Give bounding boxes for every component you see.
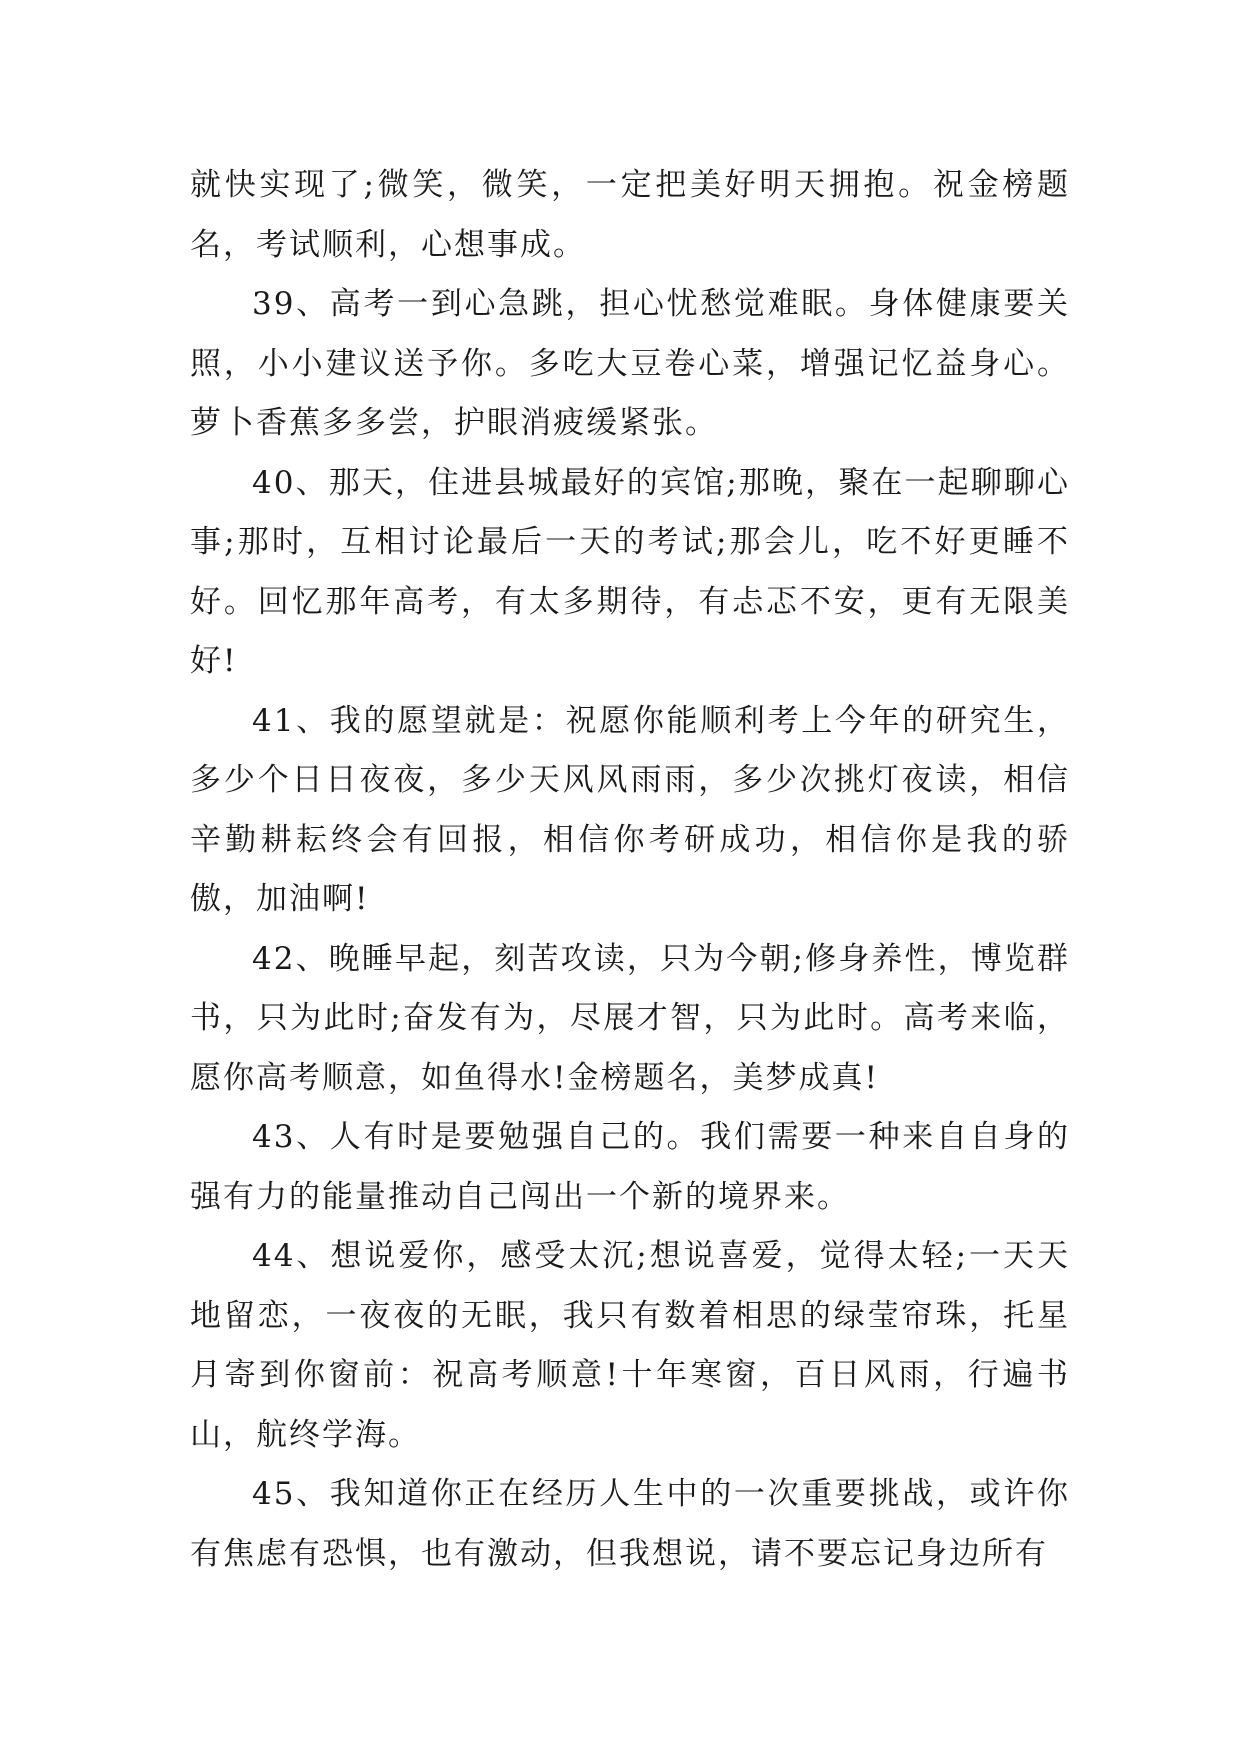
paragraph-42: 42、晚睡早起，刻苦攻读，只为今朝;修身养性，博览群书，只为此时;奋发有为，尽展才智，只为此时。高考来临，愿你高考顺意，如鱼得水!金榜题名，美梦成真! <box>190 940 1070 1096</box>
paragraph-45: 45、我知道你正在经历人生中的一次重要挑战，或许你有焦虑有恐惧，也有激动，但我想说，请不要忘记身边所有 <box>190 1476 1070 1572</box>
paragraph-continuation: 就快实现了;微笑，微笑，一定把美好明天拥抱。祝金榜题名，考试顺利，心想事成。 <box>190 167 1070 263</box>
document-body <box>190 156 1070 1584</box>
paragraph-39: 39、高考一到心急跳，担心忧愁觉难眠。身体健康要关照，小小建议送予你。多吃大豆卷心菜，增强记忆益身心。萝卜香蕉多多尝，护眼消疲缓紧张。 <box>190 286 1070 441</box>
paragraph-44: 44、想说爱你，感受太沉;想说喜爱，觉得太轻;一天天地留恋，一夜夜的无眠，我只有数着相思的绿莹帘珠，托星月寄到你窗前：祝高考顺意!十年寒窗，百日风雨，行遍书山，航终学海。 <box>190 1238 1070 1453</box>
paragraph-43: 43、人有时是要勉强自己的。我们需要一种来自自身的强有力的能量推动自己闯出一个新的境界来。 <box>190 1119 1070 1215</box>
paragraph-40: 40、那天，住进县城最好的宾馆;那晚，聚在一起聊聊心事;那时，互相讨论最后一天的考试;那会儿，吃不好更睡不好。回忆那年高考，有太多期待，有忐忑不安，更有无限美好! <box>190 464 1070 679</box>
paragraph-41: 41、我的愿望就是：祝愿你能顺利考上今年的研究生，多少个日日夜夜，多少天风风雨雨，多少次挑灯夜读，相信辛勤耕耘终会有回报，相信你考研成功，相信你是我的骄傲，加油啊! <box>190 702 1070 917</box>
